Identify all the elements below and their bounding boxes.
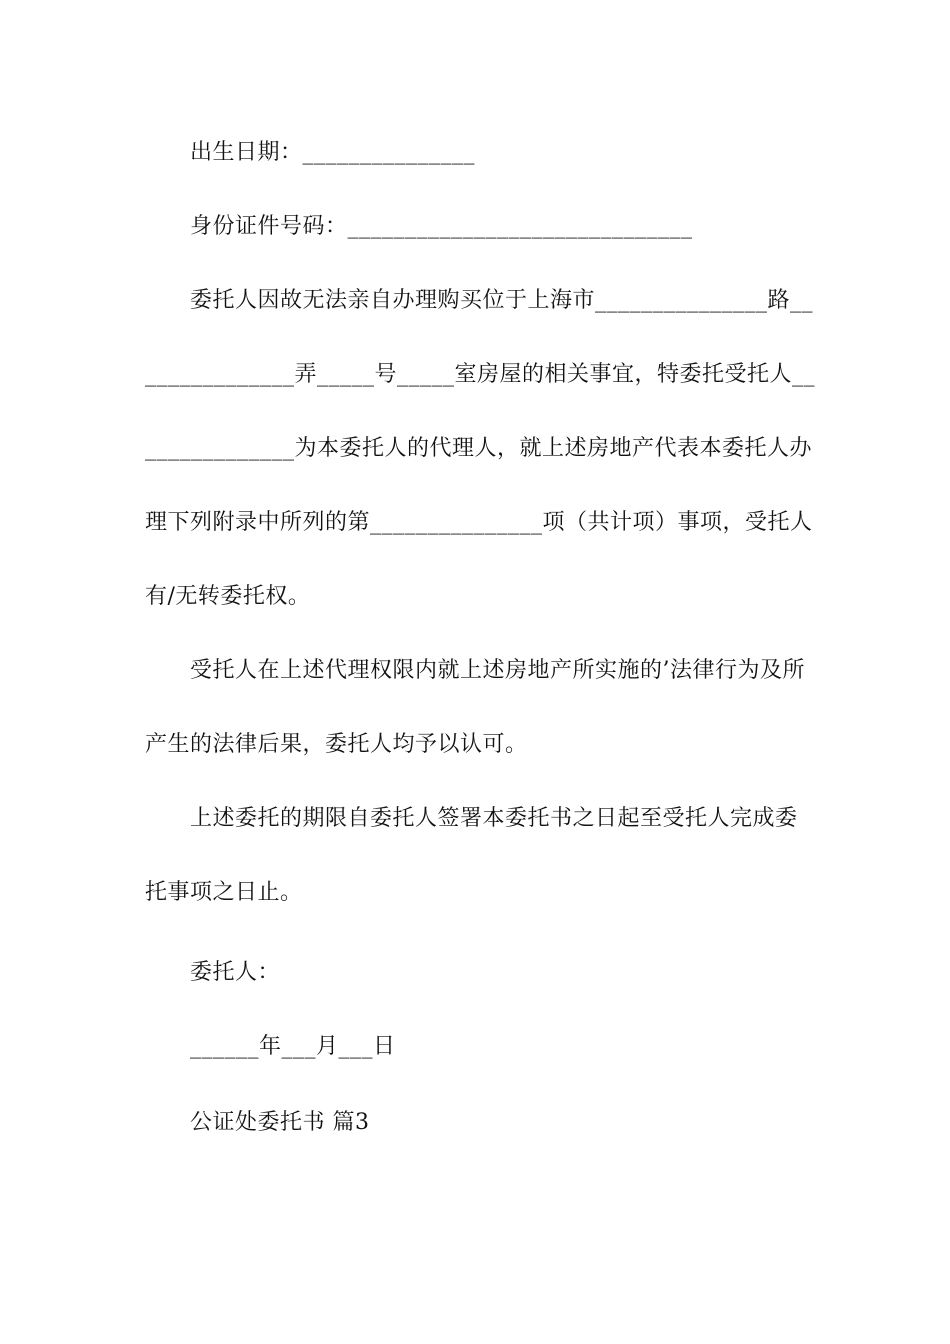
paragraph-line: _____________弄_____号_____室房屋的相关事宜，特委托受托人__ xyxy=(145,362,816,387)
paragraph-line: 托事项之日止。 xyxy=(145,880,303,905)
paragraph-line: _____________为本委托人的代理人，就上述房地产代表本委托人办 xyxy=(145,436,813,461)
principal-signature-label: 委托人： xyxy=(190,960,281,985)
paragraph-line: 委托人因故无法亲自办理购买位于上海市_______________路__ xyxy=(190,288,814,313)
section-heading: 公证处委托书 篇3 xyxy=(190,1110,370,1135)
birth-date-line: 出生日期：_______________ xyxy=(190,140,476,165)
paragraph-line: 产生的法律后果，委托人均予以认可。 xyxy=(145,732,528,757)
paragraph-line: 有/无转委托权。 xyxy=(145,584,311,609)
id-number-line: 身份证件号码：______________________________ xyxy=(190,214,693,239)
date-line: ______年___月___日 xyxy=(190,1034,396,1059)
paragraph-line: 受托人在上述代理权限内就上述房地产所实施的’法律行为及所 xyxy=(190,658,805,683)
paragraph-line: 上述委托的期限自委托人签署本委托书之日起至受托人完成委 xyxy=(190,806,798,831)
paragraph-line: 理下列附录中所列的第_______________项（共计项）事项，受托人 xyxy=(145,510,813,535)
